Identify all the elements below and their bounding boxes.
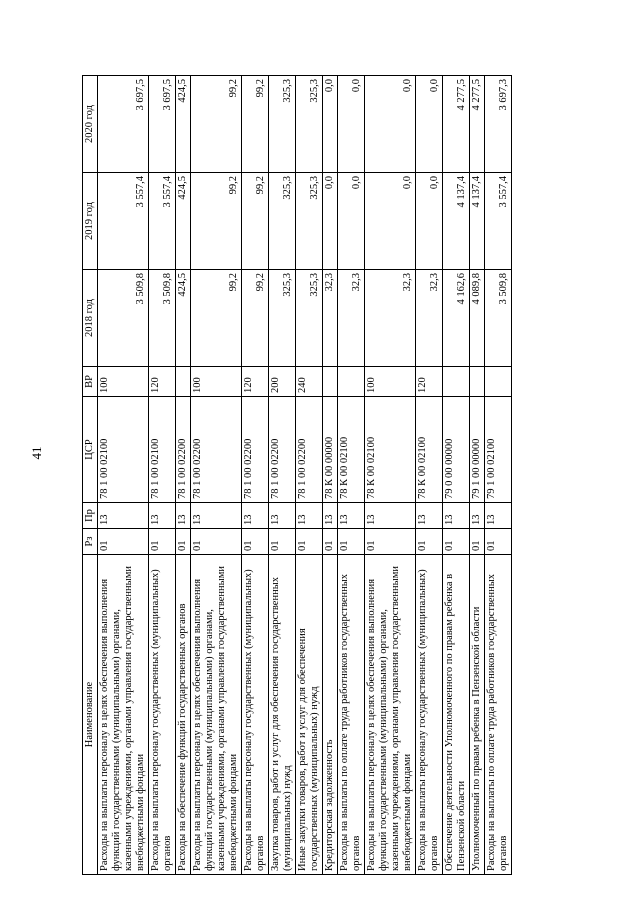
cell-rz: 01 xyxy=(443,529,470,555)
cell-csr: 79 1 00 00000 xyxy=(470,397,485,503)
cell-name: Кредиторская задолженность xyxy=(323,555,338,875)
cell-pr: 13 xyxy=(98,503,149,529)
cell-csr: 79 0 00 00000 xyxy=(443,397,470,503)
cell-pr: 13 xyxy=(242,503,269,529)
cell-pr: 13 xyxy=(485,503,512,529)
cell-vr xyxy=(443,367,470,397)
cell-2019: 325,3 xyxy=(296,173,323,270)
cell-name: Расходы на выплаты по оплате труда работников государственных органов xyxy=(338,555,365,875)
cell-vr: 120 xyxy=(149,367,176,397)
cell-vr xyxy=(323,367,338,397)
cell-vr: 100 xyxy=(191,367,242,397)
cell-rz: 01 xyxy=(269,529,296,555)
cell-csr: 78 К 00 02100 xyxy=(338,397,365,503)
table-row xyxy=(470,76,485,875)
cell-vr xyxy=(176,367,191,397)
cell-pr: 13 xyxy=(296,503,323,529)
cell-name: Расходы на выплаты персоналу государственных (муниципальных) органов xyxy=(149,555,176,875)
cell-2018: 99,2 xyxy=(191,270,242,367)
cell-2020: 99,2 xyxy=(191,76,242,173)
header-name: Наименование xyxy=(83,555,98,875)
cell-rz: 01 xyxy=(323,529,338,555)
cell-2019: 3 557,4 xyxy=(98,173,149,270)
cell-vr xyxy=(338,367,365,397)
cell-vr: 240 xyxy=(296,367,323,397)
cell-pr: 13 xyxy=(176,503,191,529)
cell-name: Расходы на выплаты персоналу в целях обеспечения выполнения функций государственными (муниципальными) органами, казенными учреждениями, органами управления государственными внебюджетными фондами xyxy=(191,555,242,875)
budget-table xyxy=(82,75,512,875)
cell-rz: 01 xyxy=(191,529,242,555)
cell-csr: 78 1 00 02100 xyxy=(98,397,149,503)
table-row xyxy=(176,76,191,875)
cell-2020: 99,2 xyxy=(242,76,269,173)
table-row xyxy=(416,76,443,875)
cell-2019: 3 557,4 xyxy=(485,173,512,270)
cell-rz: 01 xyxy=(296,529,323,555)
cell-2020: 0,0 xyxy=(323,76,338,173)
cell-rz: 01 xyxy=(365,529,416,555)
cell-pr: 13 xyxy=(470,503,485,529)
cell-pr: 13 xyxy=(443,503,470,529)
cell-2018: 424,5 xyxy=(176,270,191,367)
cell-csr: 78 К 00 02100 xyxy=(365,397,416,503)
cell-2018: 32,3 xyxy=(323,270,338,367)
cell-pr: 13 xyxy=(149,503,176,529)
table-row xyxy=(269,76,296,875)
cell-rz: 01 xyxy=(98,529,149,555)
header-vr: ВР xyxy=(83,367,98,397)
cell-2018: 32,3 xyxy=(416,270,443,367)
cell-csr: 78 1 00 02200 xyxy=(296,397,323,503)
cell-pr: 13 xyxy=(191,503,242,529)
cell-2018: 32,3 xyxy=(338,270,365,367)
cell-name: Закупка товаров, работ и услуг для обеспечения государственных (муниципальных) нужд xyxy=(269,555,296,875)
cell-2019: 424,5 xyxy=(176,173,191,270)
table-row xyxy=(365,76,416,875)
cell-2020: 3 697,3 xyxy=(485,76,512,173)
cell-name: Расходы на обеспечение функций государственных органов xyxy=(176,555,191,875)
header-pr: Пр xyxy=(83,503,98,529)
header-rz: Рз xyxy=(83,529,98,555)
table-row xyxy=(296,76,323,875)
table-row xyxy=(149,76,176,875)
cell-2018: 4 162,6 xyxy=(443,270,470,367)
cell-2018: 32,3 xyxy=(365,270,416,367)
cell-2018: 3 509,8 xyxy=(149,270,176,367)
cell-vr: 200 xyxy=(269,367,296,397)
cell-name: Расходы на выплаты по оплате труда работников государственных органов xyxy=(485,555,512,875)
cell-2019: 4 137,4 xyxy=(443,173,470,270)
cell-2020: 424,5 xyxy=(176,76,191,173)
cell-2020: 4 277,5 xyxy=(443,76,470,173)
table-row xyxy=(242,76,269,875)
cell-csr: 78 К 00 02100 xyxy=(416,397,443,503)
header-2019: 2019 год xyxy=(83,173,98,270)
cell-name: Расходы на выплаты персоналу в целях обеспечения выполнения функций государственными (муниципальными) органами, казенными учреждениями, органами управления государственными внебюджетными фондами xyxy=(98,555,149,875)
table-row xyxy=(191,76,242,875)
table-row xyxy=(98,76,149,875)
cell-2019: 0,0 xyxy=(365,173,416,270)
cell-rz: 01 xyxy=(338,529,365,555)
cell-2018: 325,3 xyxy=(269,270,296,367)
cell-2020: 325,3 xyxy=(296,76,323,173)
table-header-row xyxy=(83,76,98,875)
cell-rz: 01 xyxy=(485,529,512,555)
cell-2018: 99,2 xyxy=(242,270,269,367)
cell-2020: 3 697,5 xyxy=(149,76,176,173)
table-row xyxy=(443,76,470,875)
cell-2018: 3 509,8 xyxy=(98,270,149,367)
cell-rz: 01 xyxy=(176,529,191,555)
cell-csr: 78 К 00 00000 xyxy=(323,397,338,503)
table-body xyxy=(98,76,512,875)
cell-name: Иные закупки товаров, работ и услуг для обеспечения государственных (муниципальных) нужд xyxy=(296,555,323,875)
cell-2019: 0,0 xyxy=(416,173,443,270)
cell-csr: 78 1 00 02200 xyxy=(191,397,242,503)
cell-2020: 0,0 xyxy=(416,76,443,173)
header-csr: ЦСР xyxy=(83,397,98,503)
cell-vr: 100 xyxy=(365,367,416,397)
cell-csr: 78 1 00 02200 xyxy=(269,397,296,503)
rotated-table-wrapper xyxy=(82,75,512,875)
cell-2018: 4 089,8 xyxy=(470,270,485,367)
cell-2019: 0,0 xyxy=(323,173,338,270)
cell-vr: 100 xyxy=(98,367,149,397)
table-row xyxy=(323,76,338,875)
cell-csr: 78 1 00 02200 xyxy=(242,397,269,503)
cell-rz: 01 xyxy=(149,529,176,555)
cell-name: Уполномоченный по правам ребенка в Пензенской области xyxy=(470,555,485,875)
cell-2019: 3 557,4 xyxy=(149,173,176,270)
cell-2018: 325,3 xyxy=(296,270,323,367)
cell-vr xyxy=(485,367,512,397)
cell-name: Расходы на выплаты персоналу государственных (муниципальных) органов xyxy=(242,555,269,875)
cell-name: Обеспечение деятельности Уполномоченного по правам ребенка в Пензенской области xyxy=(443,555,470,875)
cell-2019: 99,2 xyxy=(191,173,242,270)
page-number: 41 xyxy=(29,446,44,460)
cell-rz: 01 xyxy=(470,529,485,555)
cell-2018: 3 509,8 xyxy=(485,270,512,367)
cell-rz: 01 xyxy=(416,529,443,555)
cell-pr: 13 xyxy=(323,503,338,529)
cell-csr: 78 1 00 02100 xyxy=(149,397,176,503)
cell-2019: 4 137,4 xyxy=(470,173,485,270)
cell-rz: 01 xyxy=(242,529,269,555)
cell-vr: 120 xyxy=(242,367,269,397)
cell-2019: 0,0 xyxy=(338,173,365,270)
cell-vr: 120 xyxy=(416,367,443,397)
cell-2019: 99,2 xyxy=(242,173,269,270)
cell-2020: 4 277,5 xyxy=(470,76,485,173)
table-row xyxy=(485,76,512,875)
cell-2020: 0,0 xyxy=(365,76,416,173)
cell-pr: 13 xyxy=(269,503,296,529)
cell-pr: 13 xyxy=(416,503,443,529)
cell-csr: 78 1 00 02200 xyxy=(176,397,191,503)
cell-2020: 3 697,5 xyxy=(98,76,149,173)
table-row xyxy=(338,76,365,875)
header-2020: 2020 год xyxy=(83,76,98,173)
cell-2020: 0,0 xyxy=(338,76,365,173)
cell-2019: 325,3 xyxy=(269,173,296,270)
cell-csr: 79 1 00 02100 xyxy=(485,397,512,503)
cell-name: Расходы на выплаты персоналу в целях обеспечения выполнения функций государственными (муниципальными) органами, казенными учреждениями, органами управления государственными внебюджетными фондами xyxy=(365,555,416,875)
header-2018: 2018 год xyxy=(83,270,98,367)
cell-pr: 13 xyxy=(365,503,416,529)
cell-pr: 13 xyxy=(338,503,365,529)
cell-2020: 325,3 xyxy=(269,76,296,173)
cell-name: Расходы на выплаты персоналу государственных (муниципальных) органов xyxy=(416,555,443,875)
cell-vr xyxy=(470,367,485,397)
